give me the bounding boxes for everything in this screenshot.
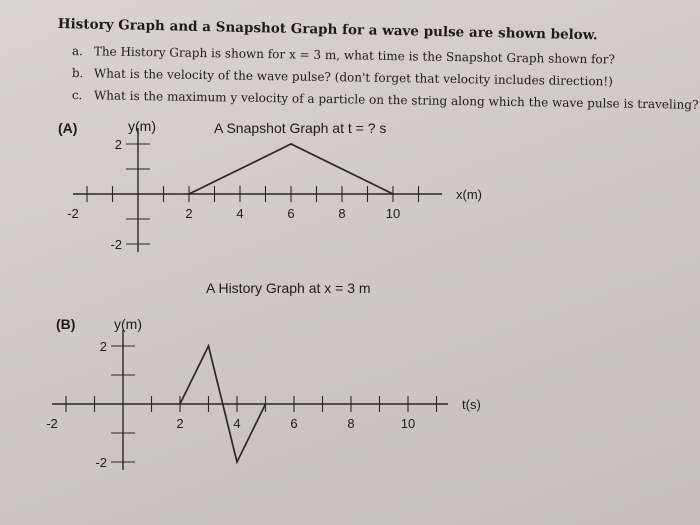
graph-b-y-label: y(m) [114,316,142,332]
graph-a-pulse-vertex [188,193,190,195]
graph-b-x-tick-label: 4 [233,416,241,431]
graph-a-title: A Snapshot Graph at t = ? s [214,120,387,136]
graph-a-x-tick-label: 4 [236,206,244,221]
graph-b-x-tick-label: 10 [400,416,416,431]
graph-b-part-label: (B) [56,316,76,332]
graph-b-x-tick-label: 2 [176,416,184,431]
question-a-text: The History Graph is shown for x = 3 m, what time is the Snapshot Graph shown for? [93,44,616,67]
graph-a [67,128,482,252]
problem-intro-text: History Graph and a Snapshot Graph for a wave pulse are shown below. [57,16,598,44]
graph-a-y-tick-label: 2 [114,137,122,152]
graph-b-title: A History Graph at x = 3 m [206,280,371,296]
graph-a-x-tick-label: 6 [287,206,295,221]
graph-b-pulse-vertex [265,403,267,405]
graph-a-y-tick-label: -2 [110,237,122,252]
graph-a-x-tick-label: 2 [185,206,193,221]
question-c-text: What is the maximum y velocity of a particle on the string along which the wave pulse is traveling? [93,88,699,112]
graph-b-x-tick-label: -2 [46,416,58,431]
graph-a-x-tick-label: 10 [385,206,401,221]
graph-b-pulse-vertex [208,345,210,347]
graph-b-pulse-vertex [236,461,238,463]
graph-a-y-label: y(m) [128,118,156,134]
question-a-letter: a. [71,44,83,59]
graph-a-x-tick-label: -2 [67,206,79,221]
question-c-letter: c. [71,88,83,103]
graph-b-y-tick-label: 2 [99,339,107,354]
graph-a-part-label: (A) [58,120,78,136]
graph-a-x-tick-label: 8 [338,206,346,221]
graph-b-pulse-vertex [179,403,181,405]
graph-b-x-tick-label: 8 [347,416,355,431]
graph-b-x-axis-label: t(s) [462,397,481,412]
question-b-text: What is the velocity of the wave pulse? (don't forget that velocity includes direction!) [93,66,613,89]
graph-b-y-tick-label: -2 [95,455,107,470]
graph-a-pulse-vertex [392,193,394,195]
question-b-letter: b. [71,66,84,81]
graph-a-pulse-vertex [290,143,292,145]
graph-b-x-tick-label: 6 [290,416,298,431]
graph-b [46,330,481,470]
graph-a-x-axis-label: x(m) [456,187,482,202]
